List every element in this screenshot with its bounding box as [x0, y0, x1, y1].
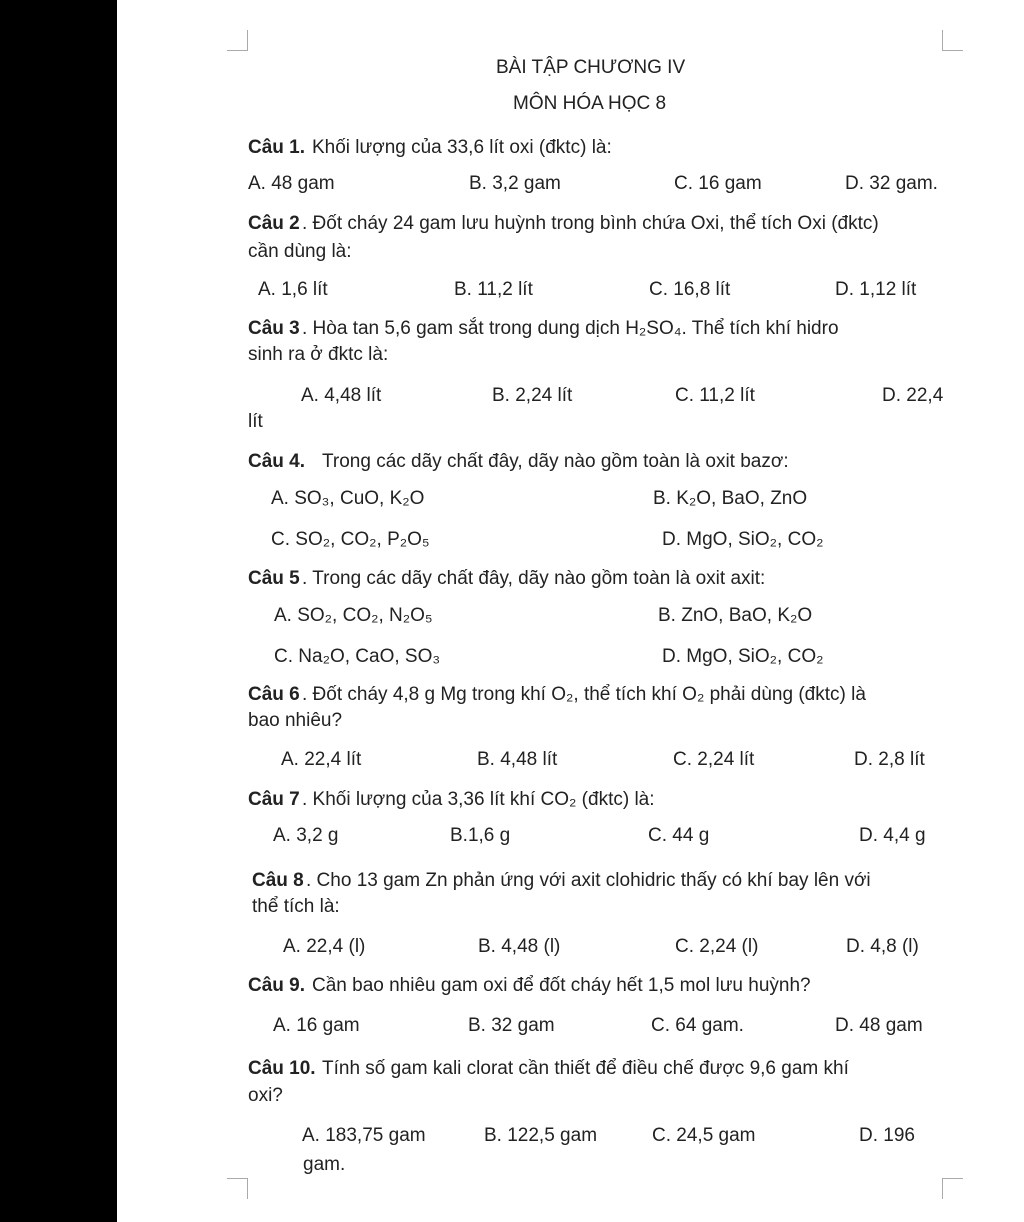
question-10-label: Câu 10.: [248, 1058, 316, 1079]
question-10-option-c: C. 24,5 gam: [652, 1125, 756, 1146]
question-4-text: Trong các dãy chất đây, dãy nào gồm toàn là oxit bazơ:: [322, 451, 789, 472]
question-3-option-d: D. 22,4: [882, 385, 944, 406]
document-title: BÀI TẬP CHƯƠNG IV: [496, 57, 686, 78]
question-7-option-c: C. 44 g: [648, 825, 710, 846]
question-3-option-c: C. 11,2 lít: [675, 385, 755, 406]
document-page: [117, 0, 1024, 1222]
question-6-label: Câu 6: [248, 684, 300, 705]
question-5-label: Câu 5: [248, 568, 300, 589]
question-2-option-a: A. 1,6 lít: [258, 279, 328, 300]
question-9-option-a: A. 16 gam: [273, 1015, 360, 1036]
corner-mark-bottom-left: [227, 1178, 248, 1199]
question-5-option-d: D. MgO, SiO₂, CO₂: [662, 646, 824, 667]
question-7-option-a: A. 3,2 g: [273, 825, 339, 846]
question-2-text-line1: . Đốt cháy 24 gam lưu huỳnh trong bình chứa Oxi, thể tích Oxi (đktc): [302, 213, 879, 234]
question-2-option-b: B. 11,2 lít: [454, 279, 533, 300]
question-6-text-line2: bao nhiêu?: [248, 710, 343, 731]
question-5-text: . Trong các dãy chất đây, dãy nào gồm toàn là oxit axit:: [302, 568, 766, 589]
question-5-option-a: A. SO₂, CO₂, N₂O₅: [274, 605, 433, 626]
question-10-option-d-wrap: gam.: [303, 1154, 346, 1175]
question-5-option-c: C. Na₂O, CaO, SO₃: [274, 646, 441, 667]
question-3-text-line1: . Hòa tan 5,6 gam sắt trong dung dịch H₂SO₄. Thể tích khí hidro: [302, 318, 839, 339]
question-1-option-c: C. 16 gam: [674, 173, 762, 194]
question-6-option-a: A. 22,4 lít: [281, 749, 362, 770]
question-10-option-b: B. 122,5 gam: [484, 1125, 598, 1146]
question-3-option-d-wrap: lít: [248, 411, 263, 432]
question-6-option-c: C. 2,24 lít: [673, 749, 755, 770]
question-5-option-b: B. ZnO, BaO, K₂O: [658, 605, 813, 626]
question-4-option-a: A. SO₃, CuO, K₂O: [271, 488, 425, 509]
question-6-text-line1: . Đốt cháy 4,8 g Mg trong khí O₂, thể tích khí O₂ phải dùng (đktc) là: [302, 684, 866, 705]
question-3-option-b: B. 2,24 lít: [492, 385, 573, 406]
corner-mark-top-right: [942, 30, 963, 51]
question-2-option-d: D. 1,12 lít: [835, 279, 917, 300]
question-9-option-c: C. 64 gam.: [651, 1015, 744, 1036]
question-10-text-line2: oxi?: [248, 1085, 283, 1106]
question-3-text-line2: sinh ra ở đktc là:: [248, 344, 389, 365]
question-8-option-d: D. 4,8 (l): [846, 936, 919, 957]
question-4-option-b: B. K₂O, BaO, ZnO: [653, 488, 808, 509]
question-1-text: Khối lượng của 33,6 lít oxi (đktc) là:: [312, 137, 612, 158]
question-7-option-b: B.1,6 g: [450, 825, 511, 846]
question-9-label: Câu 9.: [248, 975, 306, 996]
question-2-option-c: C. 16,8 lít: [649, 279, 731, 300]
question-8-option-c: C. 2,24 (l): [675, 936, 759, 957]
question-1-option-a: A. 48 gam: [248, 173, 335, 194]
question-1-label: Câu 1.: [248, 137, 306, 158]
question-6-option-b: B. 4,48 lít: [477, 749, 558, 770]
question-7-text: . Khối lượng của 3,36 lít khí CO₂ (đktc) là:: [302, 789, 655, 810]
question-6-option-d: D. 2,8 lít: [854, 749, 925, 770]
question-9-option-b: B. 32 gam: [468, 1015, 555, 1036]
question-8-option-a: A. 22,4 (l): [283, 936, 366, 957]
question-10-option-a: A. 183,75 gam: [302, 1125, 426, 1146]
question-1-option-d: D. 32 gam.: [845, 173, 938, 194]
question-4-label: Câu 4.: [248, 451, 306, 472]
question-9-option-d: D. 48 gam: [835, 1015, 923, 1036]
question-8-option-b: B. 4,48 (l): [478, 936, 561, 957]
question-3-option-a: A. 4,48 lít: [301, 385, 382, 406]
question-8-text-line2: thể tích là:: [252, 896, 340, 917]
question-2-label: Câu 2: [248, 213, 300, 234]
question-8-text-line1: . Cho 13 gam Zn phản ứng với axit clohidric thấy có khí bay lên với: [306, 870, 871, 891]
question-10-option-d: D. 196: [859, 1125, 915, 1146]
question-4-option-d: D. MgO, SiO₂, CO₂: [662, 529, 824, 550]
question-10-text-line1: Tính số gam kali clorat cần thiết để điều chế được 9,6 gam khí: [322, 1058, 849, 1079]
corner-mark-top-left: [227, 30, 248, 51]
question-4-option-c: C. SO₂, CO₂, P₂O₅: [271, 529, 430, 550]
question-2-text-line2: cần dùng là:: [248, 241, 352, 262]
question-7-label: Câu 7: [248, 789, 300, 810]
question-1-option-b: B. 3,2 gam: [469, 173, 561, 194]
question-8-label: Câu 8: [252, 870, 304, 891]
subject-title: MÔN HÓA HỌC 8: [513, 93, 667, 114]
question-7-option-d: D. 4,4 g: [859, 825, 926, 846]
question-3-label: Câu 3: [248, 318, 300, 339]
question-9-text: Cần bao nhiêu gam oxi để đốt cháy hết 1,5 mol lưu huỳnh?: [312, 975, 811, 996]
corner-mark-bottom-right: [942, 1178, 963, 1199]
